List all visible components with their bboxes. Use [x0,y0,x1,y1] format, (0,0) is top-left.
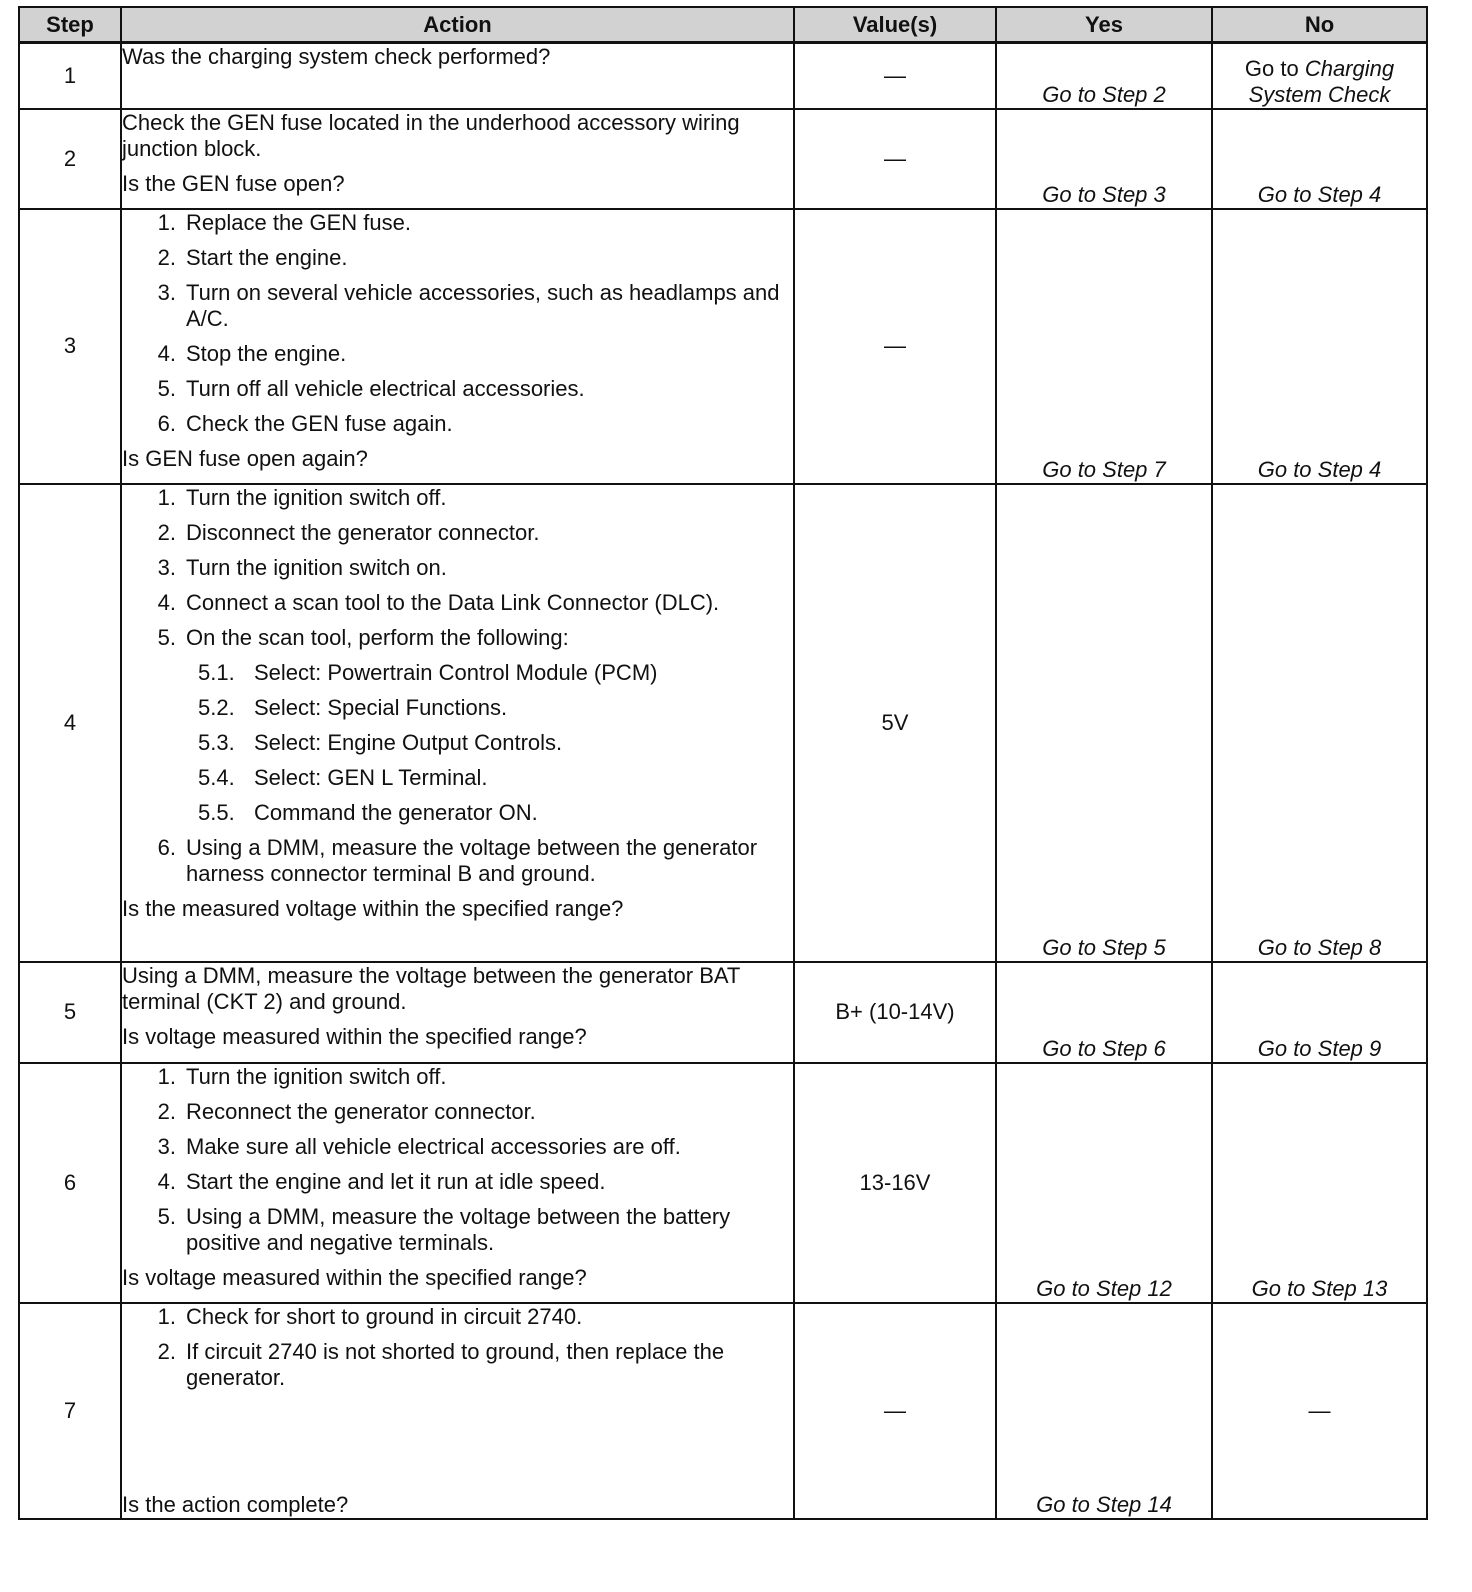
header-values: Value(s) [794,7,996,43]
list-item: 2. Disconnect the generator connector. [157,519,540,545]
yes-cell: Go to Step 3 [996,109,1212,209]
value-cell: — [794,209,996,484]
list-item: 5. On the scan tool, perform the following: [157,624,569,650]
value-cell: B+ (10-14V) [794,962,996,1063]
action-text: Check the GEN fuse located in the underhood accessory wiring junction block. [122,109,740,161]
action-cell [121,43,794,109]
no-target: Charging System Check [1248,55,1395,107]
action-cell [121,209,794,484]
table-row [19,484,1427,962]
diagnostic-table-page [18,6,1426,1520]
sub-list-item: 5.4. Select: GEN L Terminal. [198,764,488,790]
diagnostic-table [18,6,1428,1520]
list-item: 5. Turn off all vehicle electrical accessories. [157,375,585,401]
value-cell: — [794,1303,996,1519]
action-cell [121,109,794,209]
spacer [122,1400,793,1492]
list-item: 2. If circuit 2740 is not shorted to ground, then replace the generator. [157,1338,725,1390]
table-header [19,7,1427,43]
step-number: 5 [19,962,121,1063]
list-item: 3. Make sure all vehicle electrical accessories are off. [157,1133,681,1159]
list-item: 2. Reconnect the generator connector. [157,1098,536,1124]
header-yes: Yes [996,7,1212,43]
table-row [19,962,1427,1063]
yes-cell: Go to Step 7 [996,209,1212,484]
yes-cell: Go to Step 12 [996,1063,1212,1303]
yes-cell: Go to Step 6 [996,962,1212,1063]
list-item: 1. Check for short to ground in circuit 2740. [157,1303,583,1329]
value-cell: 5V [794,484,996,962]
list-item: 1. Replace the GEN fuse. [157,209,412,235]
list-item: 6. Using a DMM, measure the voltage between the generator harness connector terminal B and ground. [157,834,758,886]
no-cell [1212,43,1427,109]
step-number: 2 [19,109,121,209]
yes-cell: Go to Step 5 [996,484,1212,962]
list-item: 1. Turn the ignition switch off. [157,484,447,510]
table-row [19,43,1427,109]
header-action: Action [121,7,794,43]
step-number: 4 [19,484,121,962]
table-row [19,109,1427,209]
list-item: 1. Turn the ignition switch off. [157,1063,447,1089]
action-question: Is voltage measured within the specified range? [122,1023,587,1049]
list-item: 4. Connect a scan tool to the Data Link Connector (DLC). [157,589,720,615]
table-row [19,1303,1427,1519]
step-number: 1 [19,43,121,109]
sub-list-item: 5.5. Command the generator ON. [198,799,538,825]
list-item: 4. Stop the engine. [157,340,347,366]
action-question: Is GEN fuse open again? [122,445,368,471]
step-number: 7 [19,1303,121,1519]
action-question: Is the measured voltage within the specified range? [122,895,624,921]
action-question: Is the action complete? [122,1491,349,1517]
action-text: Using a DMM, measure the voltage between the generator BAT terminal (CKT 2) and ground. [122,962,740,1014]
no-prefix: Go to [1244,55,1299,81]
value-cell: — [794,43,996,109]
table-row [19,209,1427,484]
no-cell: Go to Step 4 [1212,209,1427,484]
header-no: No [1212,7,1427,43]
step-number: 6 [19,1063,121,1303]
sub-list-item: 5.2. Select: Special Functions. [198,694,508,720]
sub-list-item: 5.1. Select: Powertrain Control Module (PCM) [198,659,658,685]
value-cell: 13-16V [794,1063,996,1303]
table-row [19,1063,1427,1303]
no-cell: Go to Step 13 [1212,1063,1427,1303]
header-step: Step [19,7,121,43]
action-question: Is voltage measured within the specified range? [122,1264,587,1290]
sub-list-item: 5.3. Select: Engine Output Controls. [198,729,563,755]
step-number: 3 [19,209,121,484]
list-item: 6. Check the GEN fuse again. [157,410,453,436]
no-cell: Go to Step 4 [1212,109,1427,209]
list-item: 2. Start the engine. [157,244,348,270]
yes-cell: Go to Step 14 [996,1303,1212,1519]
list-item: 3. Turn on several vehicle accessories, such as headlamps and A/C. [157,279,780,331]
action-cell [121,962,794,1063]
action-cell [121,1063,794,1303]
value-cell: — [794,109,996,209]
yes-cell: Go to Step 2 [996,43,1212,109]
list-item: 3. Turn the ignition switch on. [157,554,447,580]
action-cell [121,1303,794,1519]
no-cell: Go to Step 9 [1212,962,1427,1063]
list-item: 4. Start the engine and let it run at idle speed. [157,1168,606,1194]
no-cell: — [1212,1303,1427,1519]
no-cell: Go to Step 8 [1212,484,1427,962]
action-cell [121,484,794,962]
list-item: 5. Using a DMM, measure the voltage between the battery positive and negative terminals. [157,1203,731,1255]
action-question: Was the charging system check performed? [122,44,551,69]
action-question: Is the GEN fuse open? [122,170,345,196]
